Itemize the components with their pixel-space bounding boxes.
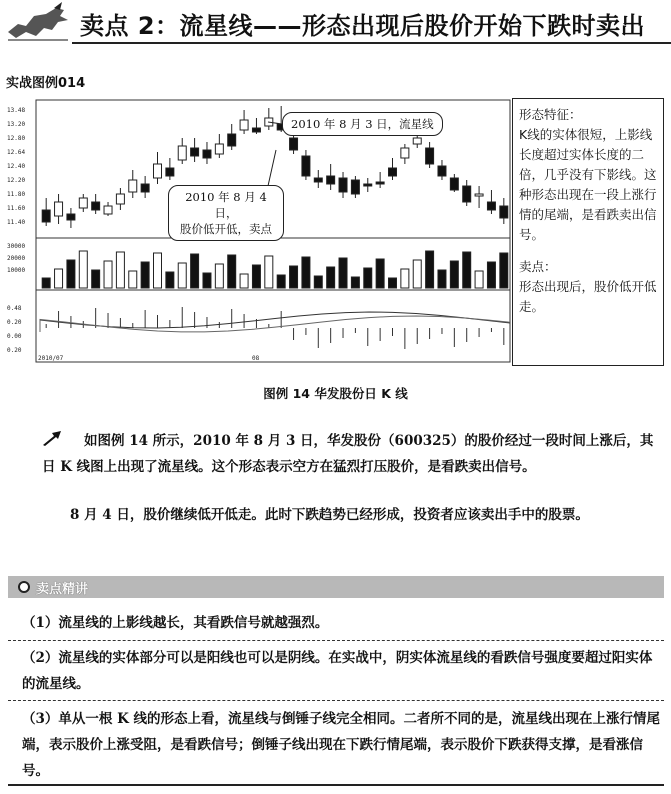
volume-bar: [339, 258, 347, 288]
candle-body: [116, 194, 124, 204]
candle-body: [104, 206, 112, 214]
candle-body: [389, 168, 397, 176]
candle-body: [376, 182, 384, 184]
volume-bar: [116, 252, 124, 288]
callout-pointer: [268, 150, 276, 186]
circle-bullet-icon: [18, 581, 30, 593]
key-point-1: （1）流星线的上影线越长，其看跌信号就越强烈。: [22, 615, 329, 631]
bull-logo-icon: [4, 2, 72, 42]
volume-bar: [290, 266, 298, 288]
volume-bar: [228, 255, 236, 288]
price-tick-label: 13.48: [7, 107, 26, 114]
volume-bar: [166, 272, 174, 288]
pattern-info-box: [512, 98, 664, 366]
macd-tick-label: 0.48: [7, 305, 22, 312]
date-mid-label: 08: [252, 355, 260, 362]
volume-bar: [141, 262, 149, 288]
candle-body: [215, 144, 223, 154]
candle-body: [203, 150, 211, 158]
candle-body: [240, 120, 248, 130]
candle-body: [129, 180, 137, 192]
volume-bar: [364, 268, 372, 288]
volume-bar: [203, 273, 211, 288]
price-tick-label: 12.80: [7, 135, 26, 142]
candle-body: [67, 214, 75, 220]
candle-body: [426, 148, 434, 164]
candle-body: [364, 184, 372, 186]
volume-bar: [327, 267, 335, 288]
volume-tick-label: 30000: [7, 243, 26, 250]
volume-bar: [389, 278, 397, 288]
candle-body: [450, 178, 458, 190]
volume-bar: [438, 270, 446, 288]
price-tick-label: 12.20: [7, 177, 26, 184]
volume-bar: [154, 253, 162, 288]
candle-body: [500, 206, 508, 218]
callout-aug4: [168, 185, 284, 241]
feature-title: 形态特征：: [519, 107, 582, 122]
candle-body: [339, 178, 347, 192]
macd-tick-label: 0.20: [7, 319, 22, 326]
candle-body: [228, 134, 236, 146]
candle-body: [463, 186, 471, 202]
volume-bar: [265, 256, 273, 288]
macd-tick-label: 0.00: [7, 333, 22, 340]
key-point-2: （2）流星线的实体部分可以是阳线也可以是阴线。在实战中，阴实体流星线的看跌信号强度要超过阳实体的流星线。: [22, 650, 653, 692]
body-paragraph-1-text: 如图例 14 所示，2010 年 8 月 3 日，华发股份（600325）的股价经过一段时间上涨后，其日 K 线图上出现了流星线。这个形态表示空方在猛烈打压股价，是看跌卖出信号。: [42, 433, 654, 475]
candle-body: [401, 148, 409, 158]
sell-text: 形态出现后，股价低开低走。: [519, 279, 657, 314]
volume-bar: [277, 275, 285, 288]
candle-body: [475, 194, 483, 196]
header-rule: [72, 42, 671, 44]
price-tick-label: 11.80: [7, 191, 26, 198]
price-tick-label: 12.64: [7, 149, 26, 156]
callout-aug4-line1: 2010 年 8 月 4 日，: [185, 190, 267, 220]
price-tick-label: 11.60: [7, 205, 26, 212]
candle-body: [191, 148, 199, 156]
body-paragraph-1: [42, 428, 656, 480]
callout-aug3: [282, 112, 443, 136]
bottom-rule: [8, 784, 664, 786]
candle-body: [141, 184, 149, 192]
volume-bar: [463, 252, 471, 288]
macd-tick-label: 0.20: [7, 347, 22, 354]
volume-bar: [426, 251, 434, 288]
volume-tick-label: 20000: [7, 255, 26, 262]
date-start-label: 2010/07: [38, 355, 64, 362]
volume-bar: [401, 269, 409, 288]
key-points-title: 卖点精讲: [36, 582, 89, 597]
volume-bar: [67, 260, 75, 288]
page-header: [0, 0, 671, 46]
volume-bar: [351, 277, 359, 288]
volume-bar: [413, 260, 421, 288]
candle-body: [302, 156, 310, 176]
candle-body: [79, 198, 87, 208]
candle-body: [154, 164, 162, 178]
divider: [8, 640, 664, 641]
volume-bar: [215, 264, 223, 288]
callout-aug4-line2: 股价低开低，卖点: [180, 222, 272, 236]
page-title: 卖点 2：流星线——形态出现后股价开始下跌时卖出: [80, 12, 646, 40]
key-points-header: [8, 576, 664, 598]
volume-bar: [376, 259, 384, 288]
feature-text: K线的实体很短，上影线长度超过实体长度的二倍，几乎没有下影线。这种形态出现在一段上涨行情的尾端，是看跌卖出信号。: [519, 127, 657, 242]
candle-body: [166, 168, 174, 176]
price-tick-label: 11.40: [7, 219, 26, 226]
volume-bar: [129, 271, 137, 288]
key-point-3: （3）单从一根 K 线的形态上看，流星线与倒锤子线完全相同。二者所不同的是，流星线出现在上涨行情尾端，表示股价上涨受阻，是看跌信号；倒锤子线出现在下跌行情尾端，表示股价下跌获得支撑，是看涨信号。: [22, 711, 661, 779]
figure-caption: 图例 14 华发股份日 K 线: [263, 386, 408, 401]
volume-bar: [450, 261, 458, 288]
volume-bar: [92, 270, 100, 288]
price-tick-label: 12.40: [7, 163, 26, 170]
macd-line: [40, 312, 510, 328]
candle-body: [178, 146, 186, 160]
candle-body: [92, 202, 100, 210]
volume-bar: [79, 251, 87, 288]
candle-body: [487, 202, 495, 210]
volume-bar: [314, 276, 322, 288]
sell-title: 卖点：: [519, 259, 557, 274]
candle-body: [42, 210, 50, 222]
volume-tick-label: 10000: [7, 267, 26, 274]
divider: [8, 700, 664, 701]
candle-body: [290, 138, 298, 150]
volume-bar: [42, 278, 50, 288]
candle-body: [252, 128, 260, 132]
price-tick-label: 13.20: [7, 121, 26, 128]
volume-bar: [104, 261, 112, 288]
candle-body: [438, 166, 446, 176]
candle-body: [55, 202, 63, 216]
volume-bar: [191, 254, 199, 288]
body-paragraph-2-text: 8 月 4 日，股价继续低开低走。此时下跌趋势已经形成，投资者应该卖出手中的股票。: [70, 507, 589, 523]
candle-body: [351, 180, 359, 194]
body-paragraph-2: [42, 502, 656, 528]
candle-body: [327, 176, 335, 184]
callout-aug3-text: 2010 年 8 月 3 日，流星线: [291, 117, 434, 131]
volume-bar: [55, 269, 63, 288]
volume-bar: [252, 265, 260, 288]
volume-bar: [302, 257, 310, 288]
volume-bar: [475, 271, 483, 288]
volume-bar: [240, 274, 248, 288]
candle-body: [413, 138, 421, 144]
chart-label: 实战图例014: [6, 76, 86, 91]
volume-bar: [178, 263, 186, 288]
candle-body: [314, 178, 322, 182]
volume-bar: [500, 253, 508, 288]
volume-bar: [487, 262, 495, 288]
